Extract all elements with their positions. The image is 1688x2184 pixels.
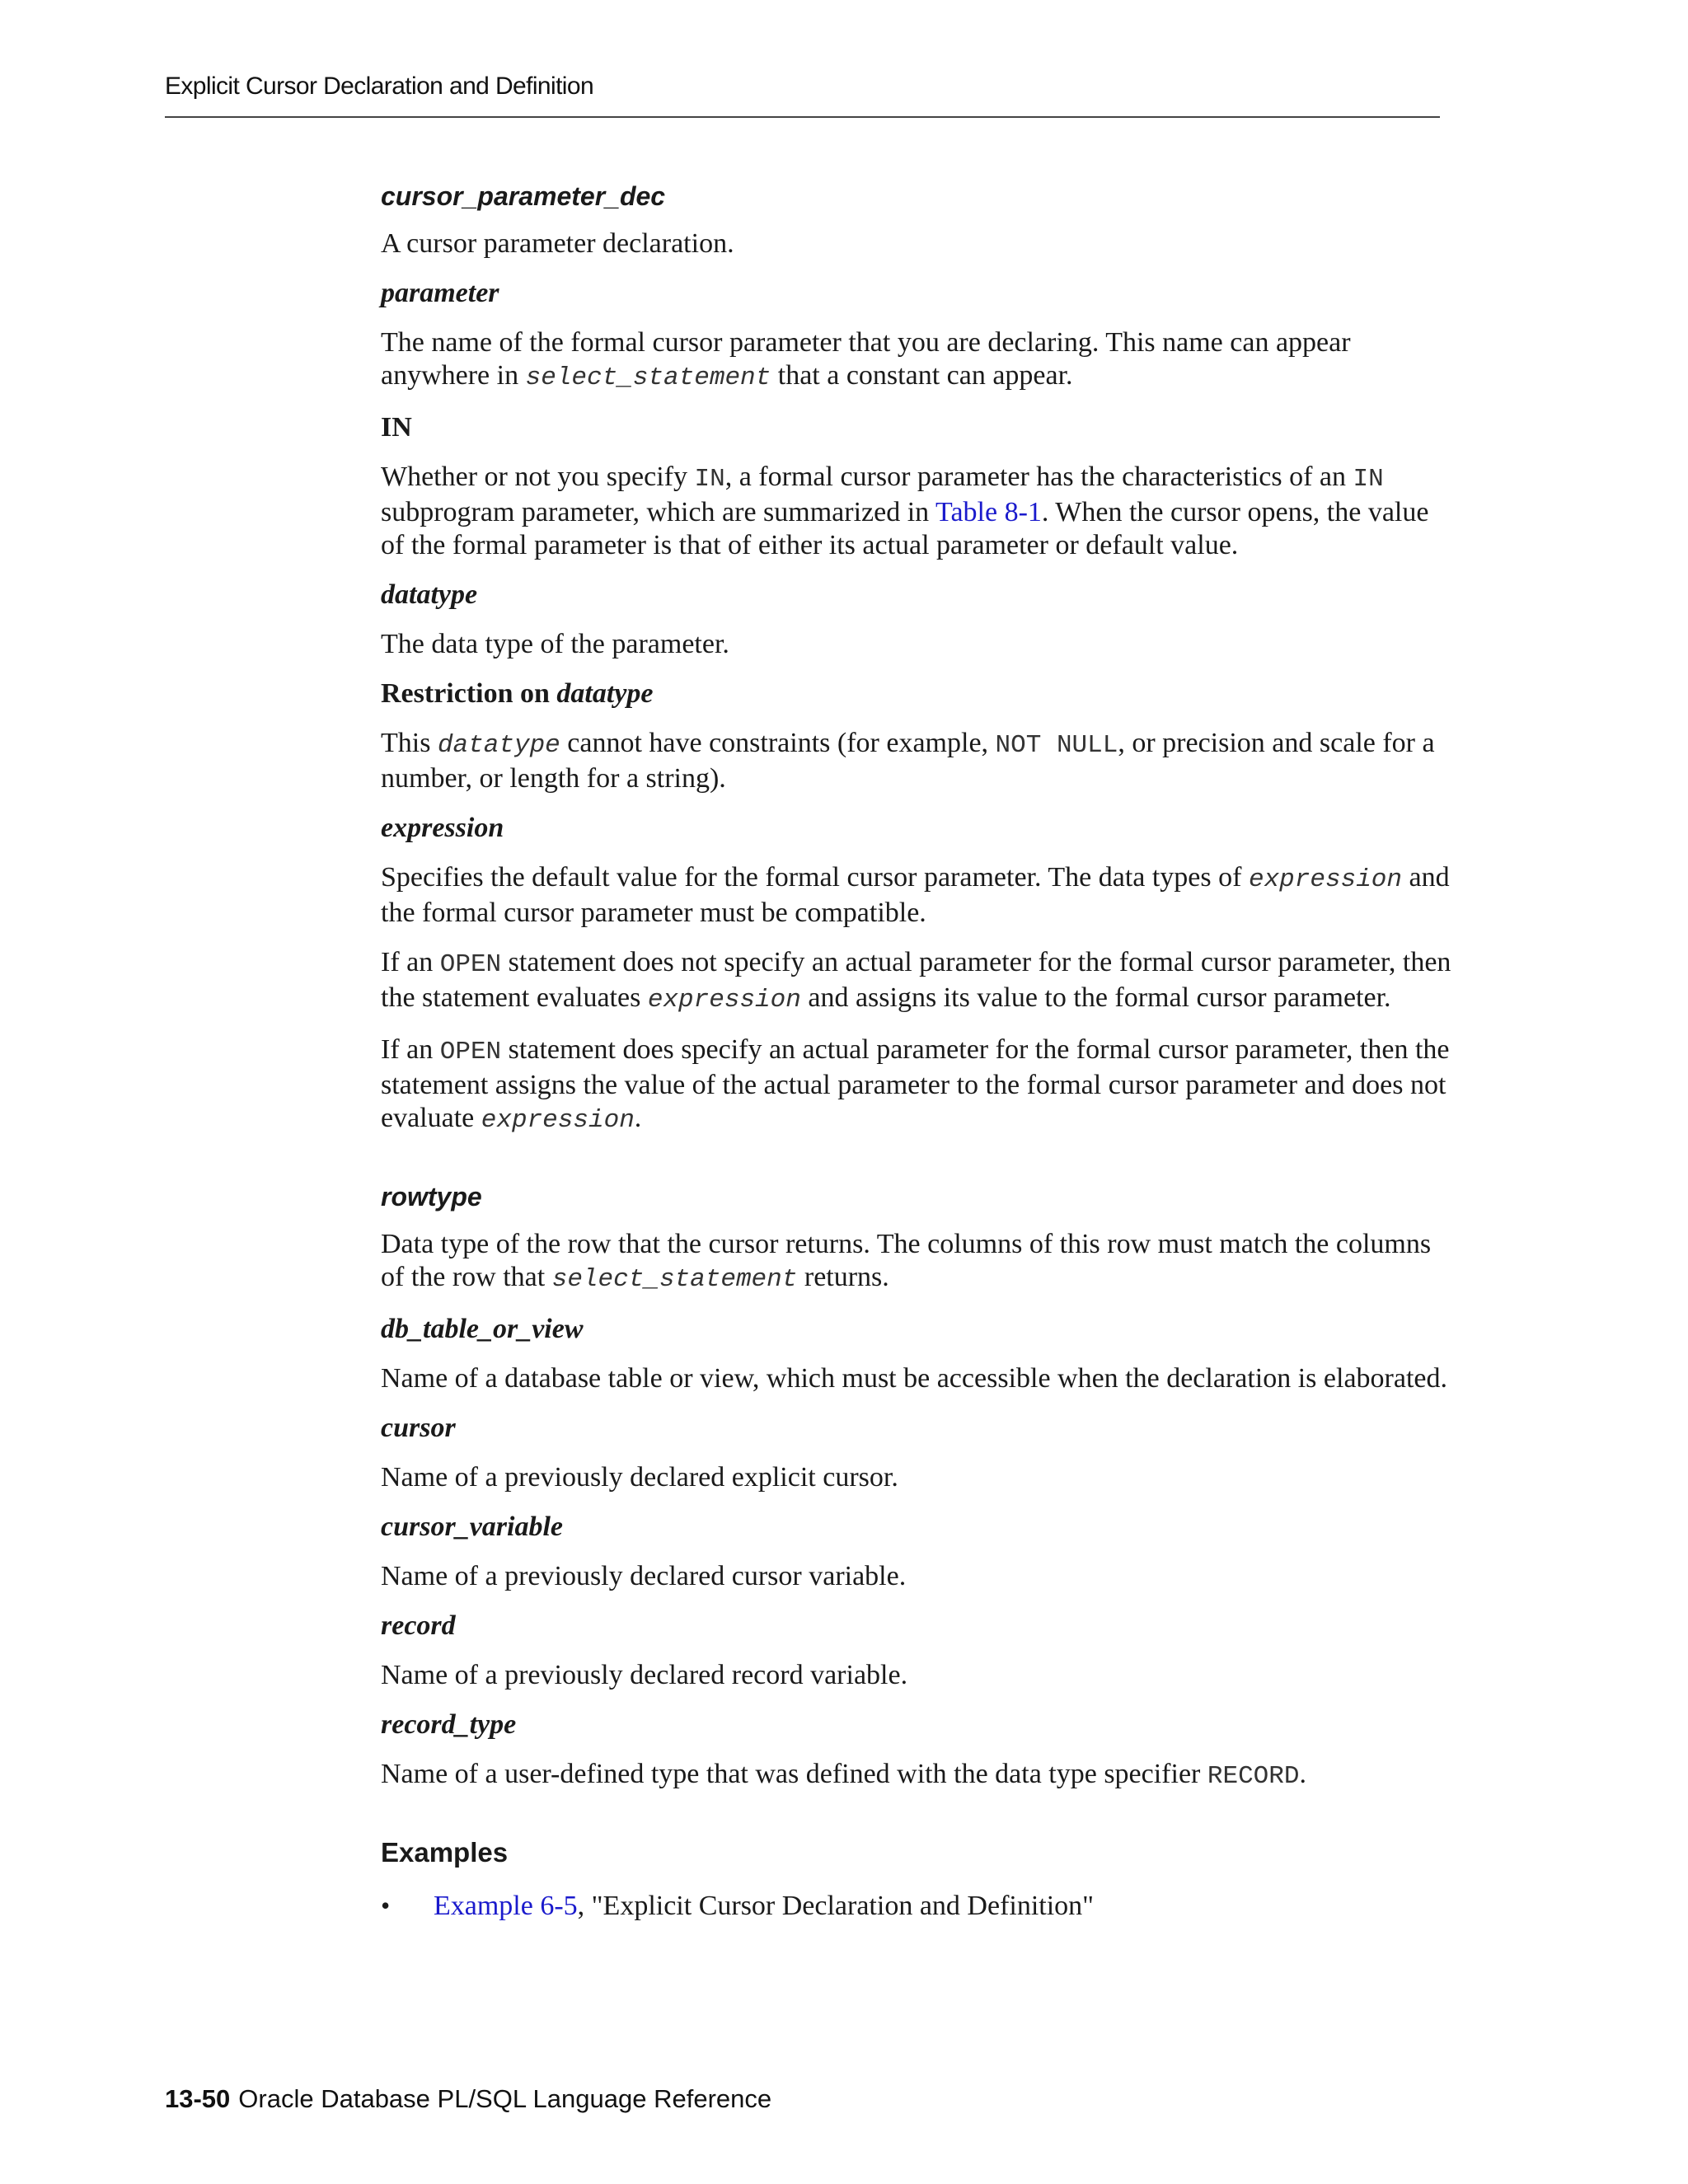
section-heading-cursor-parameter-dec: cursor_parameter_dec xyxy=(381,181,666,211)
header-rule xyxy=(165,116,1440,118)
example-item-text: Example 6-5, "Explicit Cursor Declaration and Definition" xyxy=(434,1891,1095,1921)
running-header-title: Explicit Cursor Declaration and Definition xyxy=(165,73,594,100)
db-table-or-view-description: Name of a database table or view, which must be accessible when the declaration is elaborated. xyxy=(381,1363,1447,1394)
code-in: IN xyxy=(694,465,725,494)
code-not-null: NOT NULL xyxy=(995,731,1118,760)
code-in: IN xyxy=(1353,465,1384,494)
restriction-on-datatype-heading: Restriction on datatype xyxy=(381,678,654,709)
cursor-variable-description: Name of a previously declared cursor variable. xyxy=(381,1561,907,1591)
example-6-5-link[interactable]: Example 6-5 xyxy=(434,1891,578,1921)
code-open: OPEN xyxy=(439,950,502,979)
cursor-parameter-dec-description: A cursor parameter declaration. xyxy=(381,228,734,259)
page-footer xyxy=(165,2084,771,2114)
record-type-description: Name of a user-defined type that was defined with the data type specifier RECORD. xyxy=(381,1759,1306,1791)
table-8-1-link[interactable]: Table 8-1 xyxy=(935,497,1042,527)
code-expression: expression xyxy=(1248,865,1402,894)
term-record: record xyxy=(381,1610,456,1641)
code-select-statement: select_statement xyxy=(551,1265,798,1294)
code-open: OPEN xyxy=(439,1038,502,1066)
code-select-statement: select_statement xyxy=(525,363,771,392)
term-in: IN xyxy=(381,412,412,443)
code-datatype: datatype xyxy=(437,731,560,760)
parameter-description: The name of the formal cursor parameter that you are declaring. This name can appear anywhere in select_statement that a constant can appear. xyxy=(381,327,1351,392)
examples-heading: Examples xyxy=(381,1837,509,1868)
book-title: Oracle Database PL/SQL Language Reference xyxy=(238,2084,772,2113)
term-record-type: record_type xyxy=(381,1709,517,1740)
term-cursor-variable: cursor_variable xyxy=(381,1511,563,1542)
bullet-icon: • xyxy=(381,1891,391,1920)
page-number: 13-50 xyxy=(165,2084,231,2113)
expression-open-specified: If an OPEN statement does specify an actual parameter for the formal cursor parameter, then the statement assigns the value of the actual parameter to the formal cursor parameter and does not evaluate expression. xyxy=(381,1034,1450,1135)
main-content xyxy=(381,180,1452,1923)
list-item xyxy=(381,1889,1452,1923)
section-heading-rowtype: rowtype xyxy=(381,1182,482,1212)
record-description: Name of a previously declared record variable. xyxy=(381,1660,908,1690)
term-parameter: parameter xyxy=(381,278,499,308)
code-record: RECORD xyxy=(1207,1762,1300,1791)
restriction-description: This datatype cannot have constraints (for example, NOT NULL, or precision and scale for a number, or length for a string). xyxy=(381,728,1435,794)
expression-open-not-specified: If an OPEN statement does not specify an actual parameter for the formal cursor parameter, then the statement evaluates expression and assigns its value to the formal cursor parameter. xyxy=(381,947,1451,1015)
code-expression: expression xyxy=(647,986,801,1015)
term-db-table-or-view: db_table_or_view xyxy=(381,1314,584,1344)
rowtype-description: Data type of the row that the cursor returns. The columns of this row must match the columns of the row that select_statement returns. xyxy=(381,1229,1432,1294)
term-expression: expression xyxy=(381,813,504,843)
cursor-description: Name of a previously declared explicit cursor. xyxy=(381,1462,898,1493)
expression-description: Specifies the default value for the formal cursor parameter. The data types of expression and the formal cursor parameter must be compatible. xyxy=(381,862,1450,928)
datatype-description: The data type of the parameter. xyxy=(381,629,729,659)
in-description: Whether or not you specify IN, a formal cursor parameter has the characteristics of an IN subprogram parameter, which are summarized in Table 8-1. When the cursor opens, the value of the formal parameter is that of either its actual parameter or default value. xyxy=(381,462,1429,560)
code-expression: expression xyxy=(481,1106,635,1135)
term-cursor: cursor xyxy=(381,1413,456,1443)
term-datatype: datatype xyxy=(381,579,478,610)
